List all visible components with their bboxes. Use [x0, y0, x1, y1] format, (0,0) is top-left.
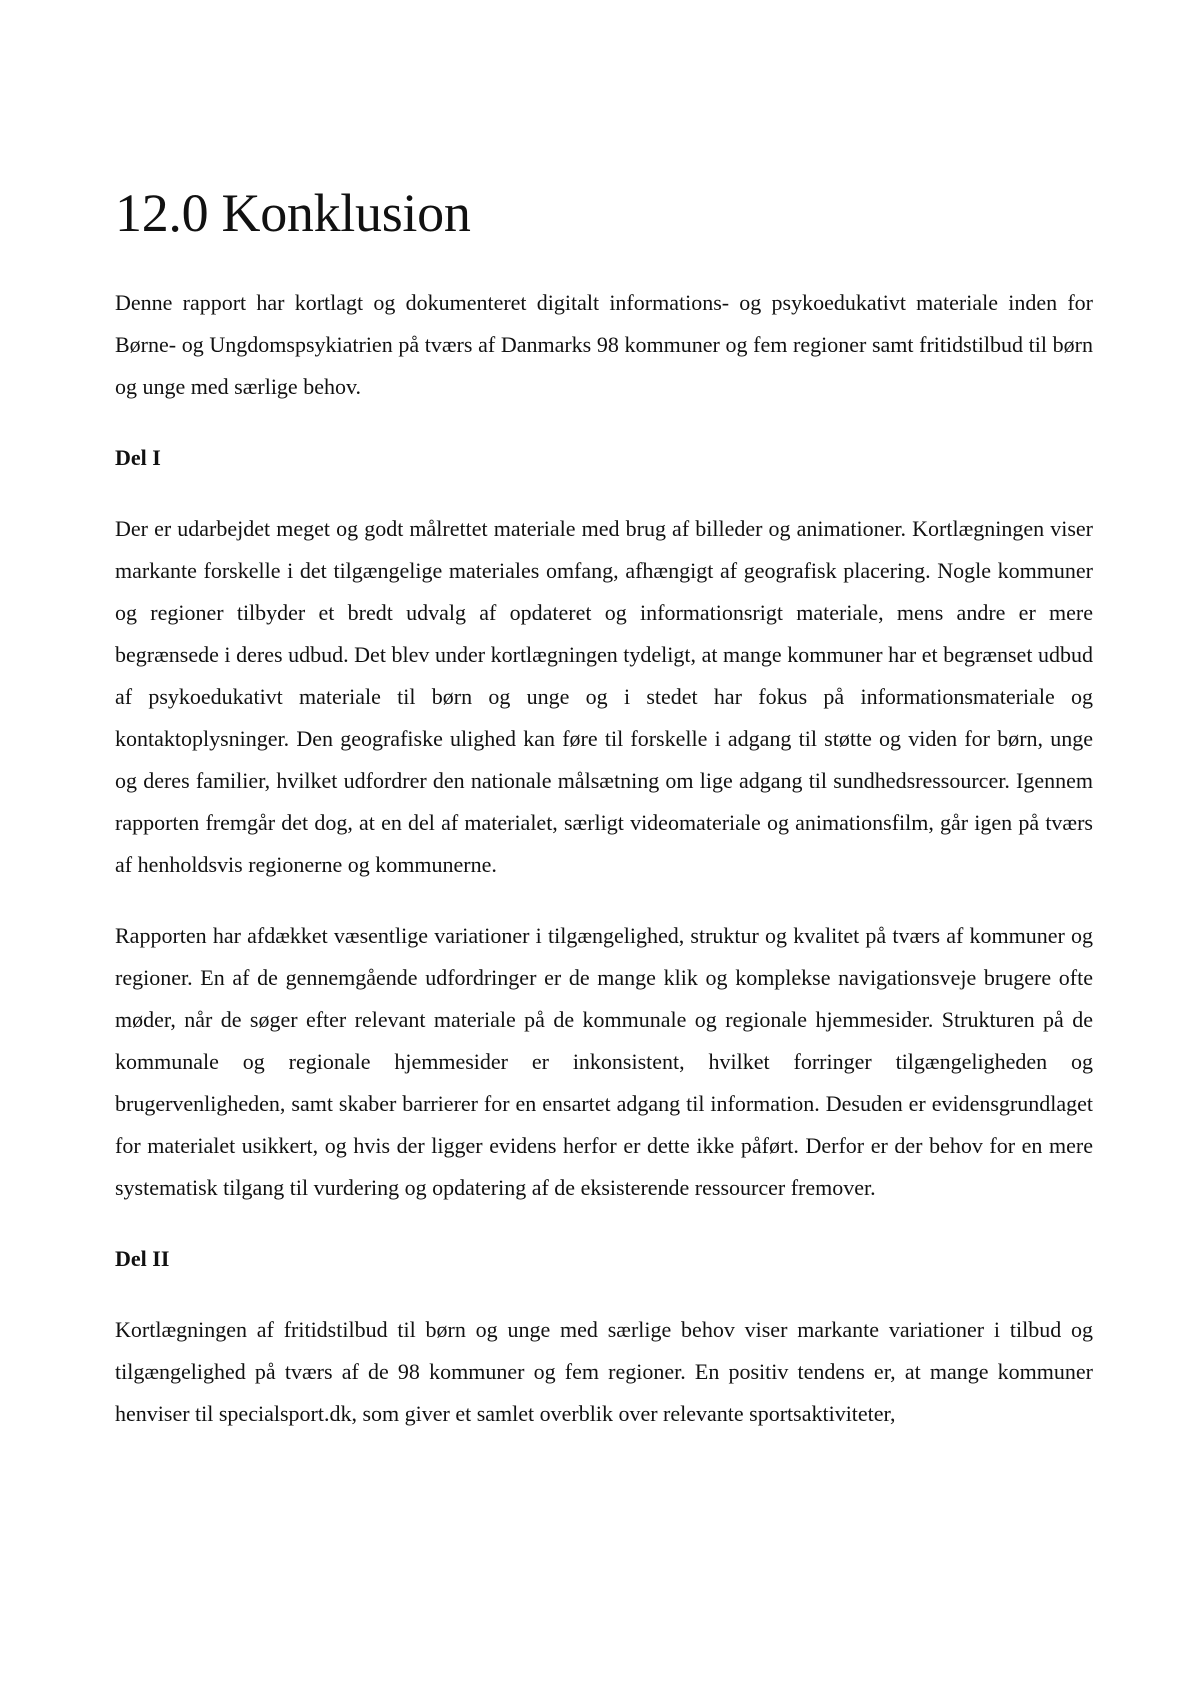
del-1-paragraph-1: Der er udarbejdet meget og godt målrettet materiale med brug af billeder og animationer. Kortlægningen viser markante forskelle i det tilgængelige materiales omfang, afhængigt af geografisk placering. Nogle kommuner og regioner tilbyder et bredt udvalg af opdateret og informationsrigt materiale, mens andre er mere begrænsede i deres udbud. Det blev under kortlægningen tydeligt, at mange kommuner har et begrænset udbud af psykoedukativt materiale til børn og unge og i stedet har fokus på informationsmateriale og kontaktoplysninger. Den geografiske ulighed kan føre til forskelle i adgang til støtte og viden for børn, unge og deres familier, hvilket udfordrer den nationale målsætning om lige adgang til sundhedsressourcer. Igennem rapporten fremgår det dog, at en del af materialet, særligt videomateriale og animationsfilm, går igen på tværs af henholdsvis regionerne og kommunerne.: [115, 516, 1093, 877]
del-1-paragraph-2: Rapporten har afdækket væsentlige variationer i tilgængelighed, struktur og kvalitet på tværs af kommuner og regioner. En af de gennemgående udfordringer er de mange klik og komplekse navigationsveje brugere ofte møder, når de søger efter relevant materiale på de kommunale og regionale hjemmesider. Strukturen på de kommunale og regionale hjemmesider er inkonsistent, hvilket forringer tilgængeligheden og brugervenligheden, samt skaber barrierer for en ensartet adgang til information. Desuden er evidensgrundlaget for materialet usikkert, og hvis der ligger evidens herfor er dette ikke påført. Derfor er der behov for en mere systematisk tilgang til vurdering og opdatering af de eksisterende ressourcer fremover.: [115, 923, 1093, 1200]
intro-paragraph: Denne rapport har kortlagt og dokumenteret digitalt informations- og psykoedukativt materiale inden for Børne- og Ungdomspsykiatrien på tværs af Danmarks 98 kommuner og fem regioner samt fritidstilbud til børn og unge med særlige behov.: [115, 290, 1093, 399]
section-heading-del-2: Del II: [115, 1246, 170, 1271]
section-heading-del-1: Del I: [115, 445, 161, 470]
page-title: 12.0 Konklusion: [115, 183, 471, 243]
document-content: [115, 182, 1093, 1464]
del-2-paragraph-1: Kortlægningen af fritidstilbud til børn og unge med særlige behov viser markante variationer i tilbud og tilgængelighed på tværs af de 98 kommuner og fem regioner. En positiv tendens er, at mange kommuner henviser til specialsport.dk, som giver et samlet overblik over relevante sportsaktiviteter,: [115, 1317, 1093, 1426]
